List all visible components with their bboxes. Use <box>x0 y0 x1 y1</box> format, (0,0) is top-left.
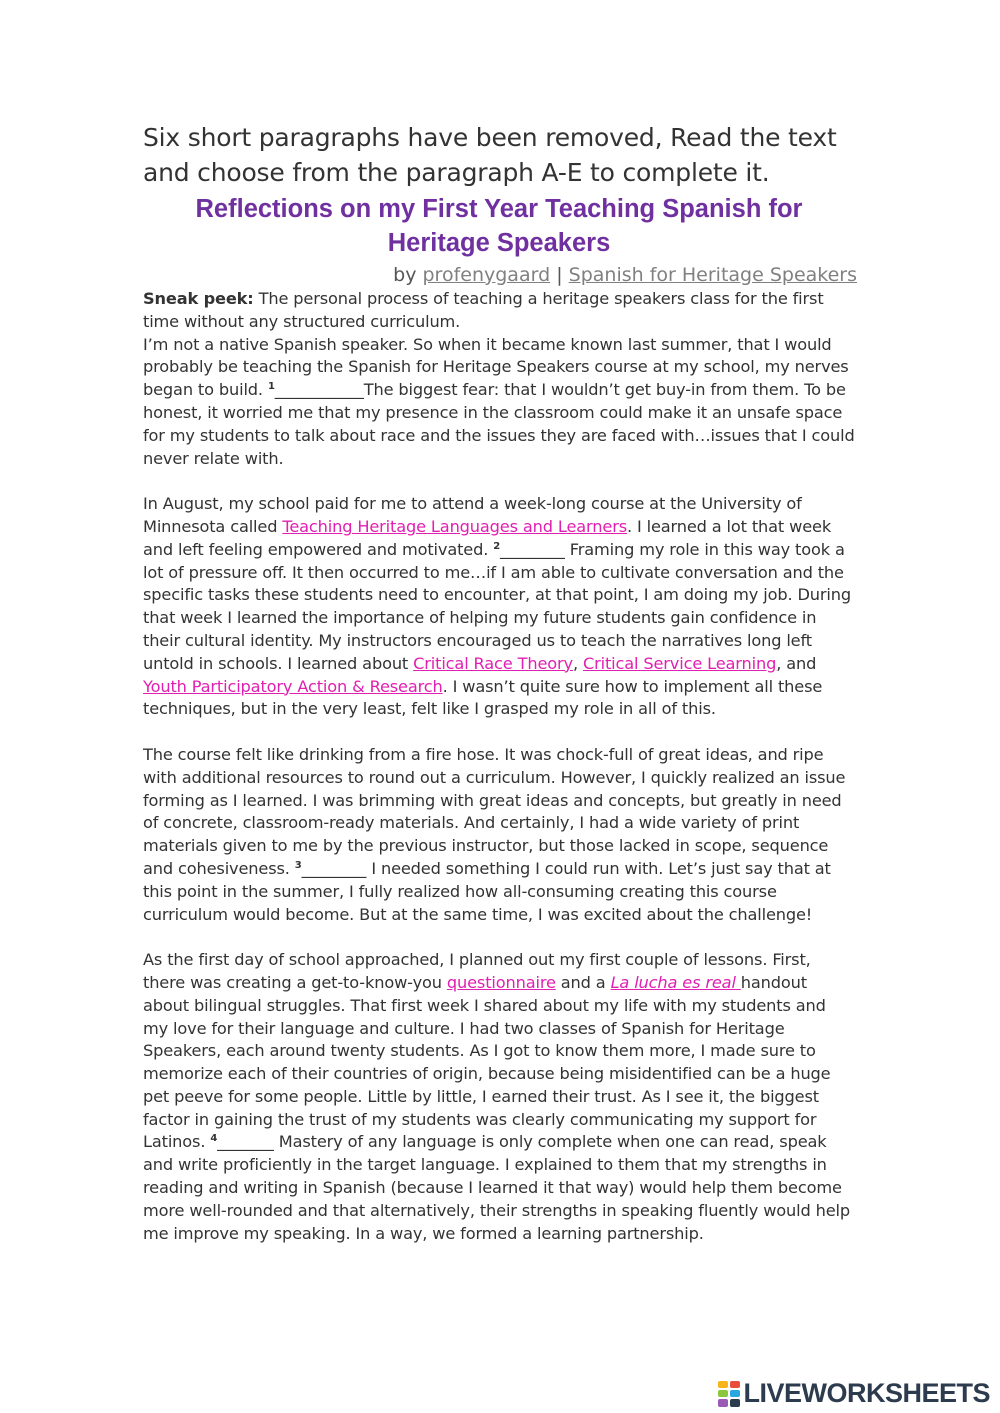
paragraph-text: . I wasn’t quite sure how to implement all these techniques, but in the very least, felt like I grasped my role in all of this. <box>143 676 823 719</box>
logo-square <box>730 1381 740 1388</box>
gap-blank-1[interactable]: ___________ <box>274 380 364 400</box>
byline <box>143 262 857 288</box>
logo-text: LIVEWORKSHEETS <box>743 1378 990 1408</box>
paragraph-text: , <box>572 653 583 673</box>
paragraph-1 <box>143 334 855 471</box>
link-critical-race-theory[interactable]: Critical Race Theory <box>413 653 573 673</box>
gap-number-4: 4 <box>210 1133 218 1145</box>
category-link[interactable]: Spanish for Heritage Speakers <box>568 264 857 286</box>
paragraph-text: As the first day of school approached, I planned out my first couple of lessons. First, there was creating a get-to-know-you <box>143 950 811 992</box>
liveworksheets-logo-icon <box>718 1381 740 1407</box>
paragraph-text: . I learned a lot that week and left feeling empowered and motivated. <box>143 516 832 559</box>
paragraph-text: and a <box>555 972 611 992</box>
instructions-text: Six short paragraphs have been removed, Read the text and choose from the paragraph A-E to complete it. <box>143 123 837 187</box>
link-la-lucha-es-real[interactable]: La lucha es real <box>610 972 741 992</box>
link-critical-service-learning[interactable]: Critical Service Learning <box>582 653 777 673</box>
paragraph-text: , and <box>776 653 817 673</box>
gap-blank-3[interactable]: ________ <box>301 858 367 878</box>
byline-prefix: by <box>393 264 417 286</box>
sneak-peek-label: Sneak peek: <box>143 289 254 308</box>
logo-square <box>730 1390 740 1397</box>
paragraph-text: I’m not a native Spanish speaker. So when it became known last summer, that I would probably be teaching the Spanish for Heritage Speakers course at my school, my nerves began to build. <box>143 334 849 400</box>
author-link[interactable]: profenygaard <box>422 264 551 286</box>
liveworksheets-logo <box>718 1378 990 1409</box>
gap-blank-2[interactable]: ________ <box>500 539 565 559</box>
sneak-peek-text: The personal process of teaching a heritage speakers class for the first time without any structured curriculum. <box>143 289 824 331</box>
paragraph-text: Mastery of any language is only complete when one can read, speak and write proficiently in the target language. I explained to them that my strengths in reading and writing in Spanish (because I learned it that way) would help them become more well-rounded and that alternatively, their strengths in speaking fluently would help me improve my speaking. In a way, we formed a learning partnership. <box>143 1132 851 1243</box>
paragraph-text: I needed something I could run with. Let’s just say that at this point in the summer, I fully realized how all-consuming creating this course curriculum would become. But at the same time, I was excited about the challenge! <box>143 858 831 924</box>
link-questionnaire[interactable]: questionnaire <box>446 972 556 992</box>
paragraph-4 <box>143 949 855 1245</box>
paragraph-text: The biggest fear: that I wouldn’t get buy-in from them. To be honest, it worried me that my presence in the classroom could make it an unsafe space for my students to talk about race and the issues they are faced with…issues that I could never relate with. <box>143 380 855 468</box>
paragraph-2 <box>143 493 855 721</box>
paragraph-text: Framing my role in this way took a lot of pressure off. It then occurred to me…if I am able to cultivate conversation and the specific tasks these students need to encounter, at that point, I am doing my job. During that week I learned the importance of helping my future students gain confidence in their cultural identity. My instructors encouraged us to teach the narratives long left untold in schools. I learned about <box>143 539 851 673</box>
logo-square <box>718 1381 728 1388</box>
paragraph-text: handout about bilingual struggles. That first week I shared about my life with my students and my love for their language and culture. I had two classes of Spanish for Heritage Speakers, each around twenty students. As I got to know them more, I made sure to memorize each of their countries of origin, because being misidentified can be a huge pet peeve for some people. Little by little, I earned their trust. As I see it, the biggest factor in gaining the trust of my students was clearly communicating my support for Latinos. <box>143 972 831 1152</box>
byline-separator: | <box>556 264 563 286</box>
article-title: Reflections on my First Year Teaching Spanish for Heritage Speakers <box>195 195 803 257</box>
logo-square <box>718 1399 728 1406</box>
sneak-peek-paragraph <box>143 288 855 334</box>
gap-number-1: 1 <box>267 381 275 393</box>
paragraph-text: In August, my school paid for me to attend a week-long course at the University of Minnesota called <box>143 494 802 536</box>
paragraph-text: The course felt like drinking from a fire hose. It was chock-full of great ideas, and ripe with additional resources to round out a curriculum. However, I quickly realized an issue forming as I learned. I was brimming with great ideas and concepts, but greatly in need of concrete, classroom-ready materials. And certainly, I had a wide variety of print materials given to me by the previous instructor, but those lacked in scope, sequence and cohesiveness. <box>143 744 846 878</box>
worksheet-content <box>143 120 855 1245</box>
link-youth-participatory-action[interactable]: Youth Participatory Action & Research <box>143 676 443 696</box>
gap-number-2: 2 <box>493 540 501 552</box>
logo-square <box>730 1399 740 1406</box>
paragraph-3 <box>143 744 855 926</box>
logo-square <box>718 1390 728 1397</box>
gap-number-3: 3 <box>294 859 302 871</box>
link-teaching-heritage-languages[interactable]: Teaching Heritage Languages and Learners <box>282 516 627 536</box>
gap-blank-4[interactable]: _______ <box>217 1132 274 1152</box>
